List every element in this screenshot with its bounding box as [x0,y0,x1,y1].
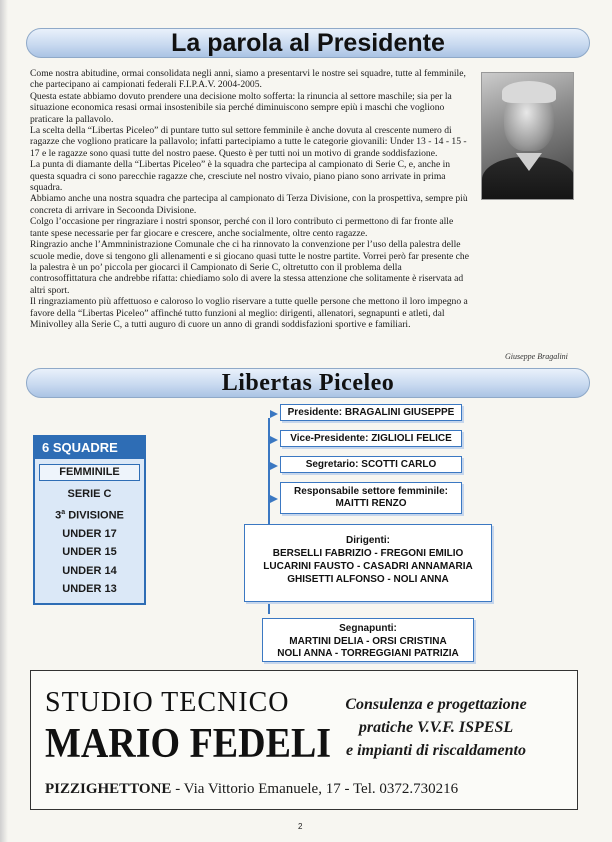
ad-line2: MARIO FEDELI [45,720,332,768]
paragraph: Questa estate abbiamo dovuto prendere una decisione molto sofferta: la rinuncia al settore maschile; sia per la situazione economica resasi ormai insostenibile sia perché diminuiscono sempre epiù i maschi che vogliono praticare la pallavolo. [30,90,452,125]
org-segretario: Segretario: SCOTTI CARLO [280,456,462,473]
paragraph: La scelta della “Libertas Piceleo” di puntare tutto sul settore femminile è anche dovuta al crescente numero di ragazze che vogliono praticare la pallavolo; infatti partecipiamo a tutte le categorie giovanili: Under 13 - 14 - 15 - 17 e le ragazze sono quasi tutte del nostro paese. Questo è per tutti noi un motivo di grande soddisfazione. [30,125,467,159]
team-item: UNDER 13 [62,583,117,596]
squadre-category: FEMMINILE [39,464,140,481]
org-presidente: Presidente: BRAGALINI GIUSEPPE [280,404,462,421]
paragraph: Abbiamo anche una nostra squadra che partecipa al campionato di Terza Divisione, con la prospettiva, sempre più concreta di arrivare in Secoonda Divisione. [30,193,468,216]
paragraph: Il ringraziamento più affettuoso e caloroso lo voglio riservare a tutte quelle persone che mettono il loro impegno a favore della “Libertas Piceleo” affinché tutto funzioni al meglio: dirigenti, allenatori, segnapunti e atleti, dal Minivolley alla Serie C, a tutti auguro di cuore un anno di grandi soddisfazioni sportive e familiari. [30,296,468,330]
squadre-header: 6 SQUADRE [35,437,144,459]
team-item: UNDER 14 [62,564,117,577]
org-responsabile: Responsabile settore femminile: MAITTI RENZO [280,482,462,514]
section-banner [26,368,590,398]
title-banner [26,28,590,58]
page-title: La parola al Presidente [171,28,445,57]
paragraph: La punta di diamante della “Libertas Piceleo” è la squadra che partecipa al campionato di Serie C, e, anche in questa squadra ci sono parecchie ragazze che, cresciute nel nostro vivaio, piano piano sono arrivate in prima squadra. [30,159,451,194]
section-title: Libertas Piceleo [221,369,395,396]
team-item: SERIE C [67,488,112,500]
team-item: UNDER 17 [62,527,117,540]
arrow-icon [270,436,278,444]
arrow-icon [270,410,278,418]
org-dirigenti: Dirigenti: BERSELLI FABRIZIO - FREGONI EMILIO LUCARINI FAUSTO - CASADRI ANNAMARIA GHISETTI ALFONSO - NOLI ANNA [244,524,492,602]
arrow-icon [270,462,278,470]
org-segnapunti: Segnapunti: MARTINI DELIA - ORSI CRISTINA NOLI ANNA - TORREGGIANI PATRIZIA [262,618,474,662]
ad-line1: STUDIO TECNICO [45,687,290,718]
org-vice: Vice-Presidente: ZIGLIOLI FELICE [280,430,462,447]
paragraph: Ringrazio anche l’Ammninistrazione Comunale che ci ha rinnovato la convenzione per l’uso della palestra delle scuole medie, dove si tengono gli allenamenti e si giocano quasi tutte le nostre partite. Vorrei però far presente che la palestra è un po’ piccola per giocarci il Campionato di Serie C, oltretutto con il problema della controsoffittatura che andrebbe rifatta: chiediamo solo di avere la stessa attenzione che solitamente è riservata ad altri sport. [30,239,469,296]
team-item: 3$^a$ DIVISIONE [55,508,124,522]
page-edge [0,0,8,842]
team-item: UNDER 15 [62,546,117,559]
ad-address: PIZZIGHETTONE - Via Vittorio Emanuele, 17 - Tel. 0372.730216 [45,781,459,797]
president-letter [30,68,470,330]
president-photo [481,72,574,200]
paragraph: Colgo l’occasione per ringraziare i nostri sponsor, perché con il loro contributo ci permettono di far fronte alle tante spese necessarie per far giocare e crescere, anche socialmente, oltre cento ragazze. [30,216,454,239]
page-number: 2 [298,822,303,831]
studio-tecnico-ad [30,670,578,810]
ad-slogan: Consulenza e progettazione pratiche V.V.F. ISPESL e impianti di riscaldamento [345,696,527,759]
signature: Giuseppe Bragalini [505,352,568,361]
squadre-box [33,435,146,605]
paragraph: Come nostra abitudine, ormai consolidata negli anni, siamo a presentarvi le nostre sei squadre, tutte al femminile, che partecipano ai campionati federali F.I.P.A.V. 2004-2005. [30,68,466,91]
arrow-icon [270,495,278,503]
